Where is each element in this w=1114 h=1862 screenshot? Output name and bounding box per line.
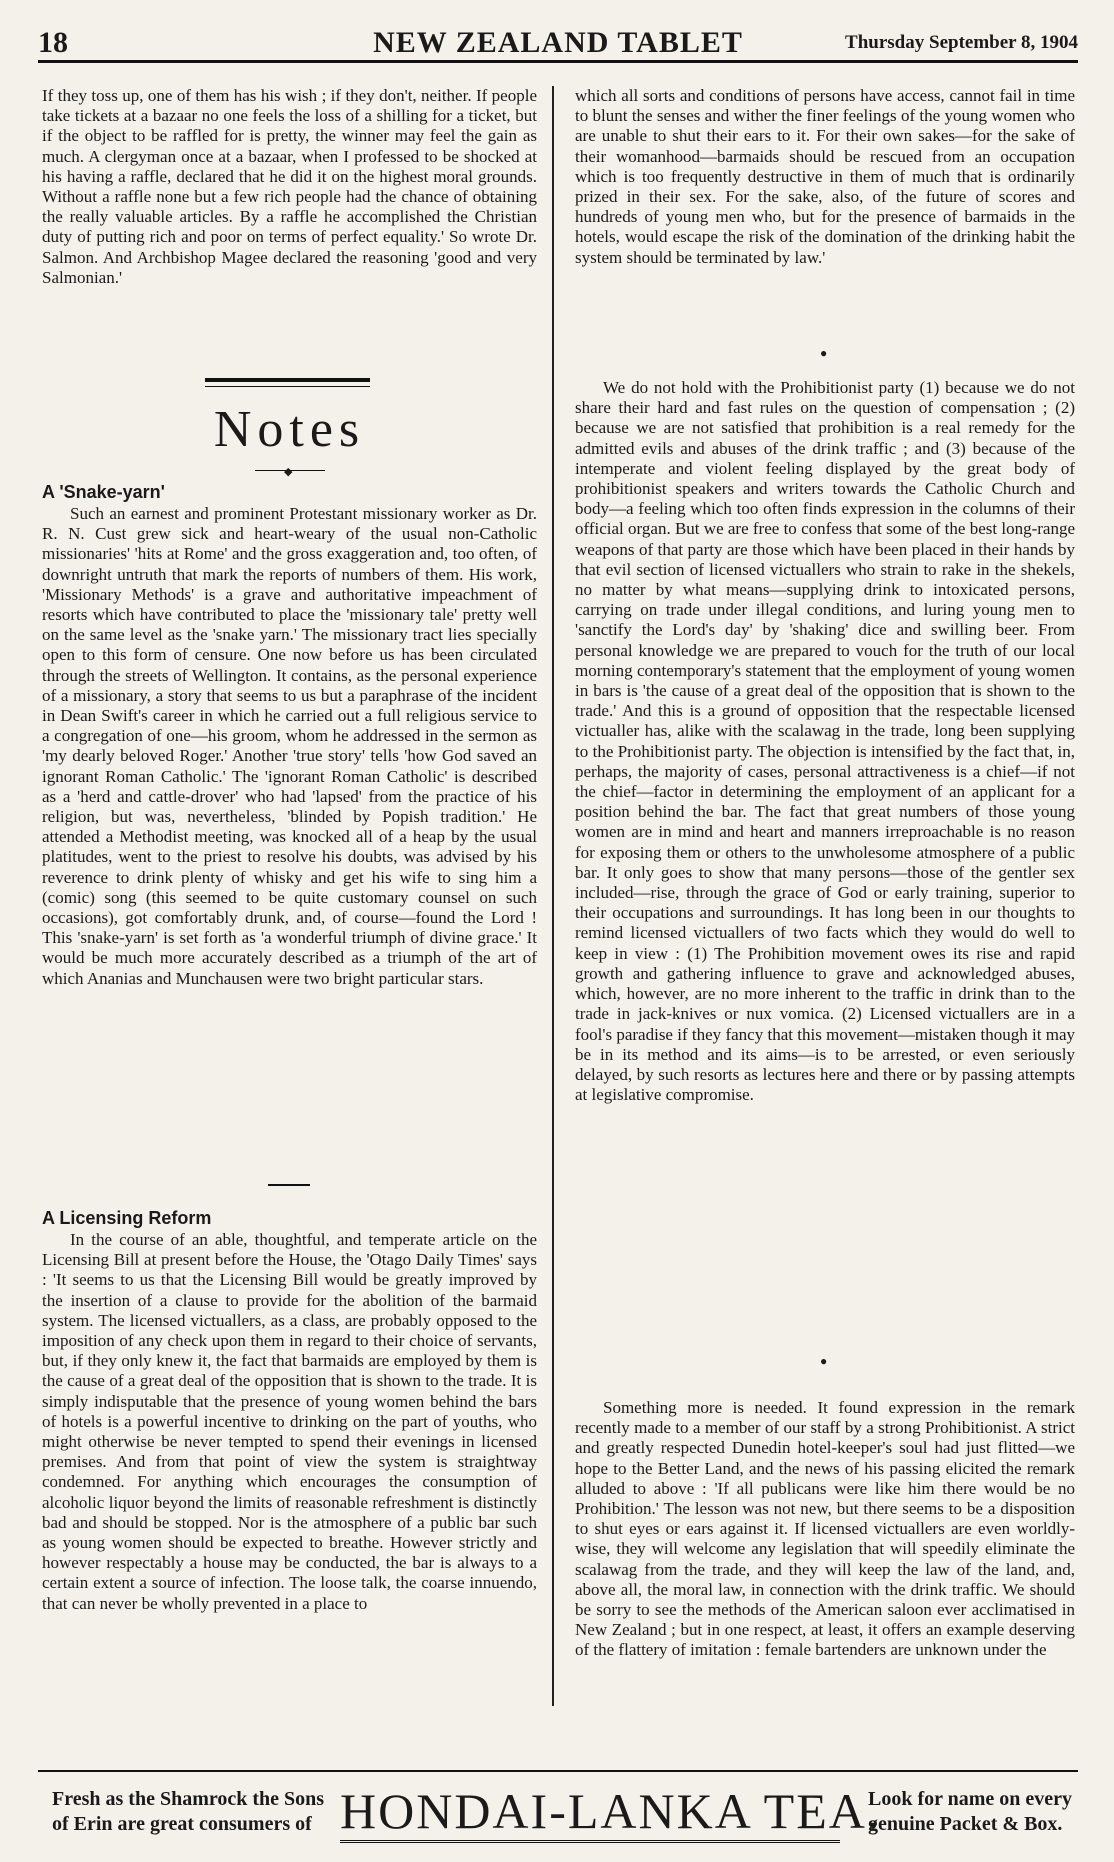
right-column-part2 <box>575 378 1075 1105</box>
right-paragraph-2: We do not hold with the Prohibitionist party (1) because we do not share their hard and fast rules on the question of compensation ; (2) because we are not satisfied that prohibition is a real remedy for the admitted evils and abuses of the drink traffic ; and (3) because of the intemperate and violent feeling displayed by the great body of prohibitionist speakers and writers towards the Catholic Church and body—a feeling which too often finds expression in the columns of their official organ. But we are free to confess that some of the best long-range weapons of that party are those which have been placed in their hands by that evil section of licensed victuallers who strain to rake in the shekels, no matter by what means—supplying drink to intoxicated persons, carrying on trade under illegal conditions, and luring young men to 'sanctify the Lord's day' by 'shaking' dice and swilling beer. From personal knowledge we are prepared to vouch for the truth of our local morning contemporary's statement that the employment of young women in bars is 'the cause of a great deal of the opposition that is shown to the trade.' And this is a ground of opposition that the respectable licensed victualler has, alike with the scalawag in the trade, long been supplying to the Prohibitionist party. The objection is intensified by the fact that, in, perhaps, the majority of cases, personal attractiveness is a chief—if not the chief—factor in determining the employment of an applicant for a position behind the bar. The fact that great numbers of those young women are in mind and heart and manners irreproachable is no reason for exposing them or others to the unwholesome atmosphere of a public bar. It only goes to show that many persons—those of the gentler sex included—rise, through the grace of God or early training, superior to their occupations and surroundings. It has long been in our thoughts to remind licensed victuallers of two facts which they would do well to keep in view : (1) The Prohibition movement owes its rise and rapid growth and gathering influence to grave and acknowledged abuses, which, however, are no more inherent to the traffic in drink than to the trade in jack-knives or nux vomica. (2) Licensed victuallers are in a fool's paradise if they fancy that this movement—mistaken though it may be in its method and its aims—is to be arrested, or even seriously delayed, by such resorts as lectures here and there or by passing attempts at legislative compromise. <box>575 378 1075 1105</box>
ad-brand-name: HONDAI-LANKA TEA. <box>340 1783 882 1839</box>
header-rule <box>38 60 1078 63</box>
ad-right-line-1: Look for name on every <box>868 1788 1073 1810</box>
separator-bullet-2: ● <box>820 1354 828 1368</box>
section-separator <box>268 1184 310 1186</box>
separator-bullet-1: ● <box>820 346 828 360</box>
snake-yarn-column <box>42 504 537 989</box>
publication-title: NEW ZEALAND TABLET <box>373 26 743 59</box>
footer-rule <box>38 1770 1078 1772</box>
right-column-part3 <box>575 1398 1075 1661</box>
notes-ornament-diamond: ◆ <box>284 466 293 478</box>
ad-left-text <box>52 1787 324 1837</box>
licensing-heading: A Licensing Reform <box>42 1208 212 1228</box>
notes-heading: Notes <box>213 401 366 458</box>
right-paragraph-1: which all sorts and conditions of persons have access, cannot fail in time to blunt the senses and wither the finer feelings of the young women who are unable to shut their ears to it. For their own sakes—for the sake of their womanhood—barmaids should be rescued from an occupation which is too frequently destructive in them of much that is ordinarily prized in their sex. For the sake, also, of the future of scores and hundreds of young men who, but for the presence of barmaids in the hotels, would escape the risk of the domination of the drinking habit the system should be terminated by law.' <box>575 86 1075 267</box>
ad-brand-underline <box>340 1840 840 1843</box>
page-number: 18 <box>38 26 68 59</box>
ad-left-line-1: Fresh as the Shamrock the Sons <box>52 1788 325 1810</box>
masthead <box>38 18 1078 60</box>
left-column <box>42 86 537 288</box>
snake-yarn-text: Such an earnest and prominent Protestant missionary worker as Dr. R. N. Cust grew sick and heart-weary of the usual non-Catholic missionaries' 'hits at Rome' and the gross exaggeration and, too often, of downright untruth that mark the reports of numbers of them. His work, 'Missionary Methods' is a grave and authoritative impeachment of resorts which have contributed to place the 'missionary tale' pretty well on the same level as the 'snake yarn.' The missionary tract lies specially open to this form of censure. One now before us has been circulated through the streets of Wellington. It contains, as the personal experience of a missionary, a story that seems to us but a paraphrase of the incident in Dean Swift's career in which he carried out a full religious service to a congregation of one—his groom, whom he addressed in the sermon as 'my dearly beloved Roger.' Another 'true story' tells 'how God saved an ignorant Roman Catholic.' The 'ignorant Roman Catholic' is described as a 'herd and cattle-drover' who had 'lapsed' from the practice of his religion, but was, nevertheless, 'blinded by Popish tradition.' He attended a Methodist meeting, was knocked all of a heap by the usual platitudes, went to the priest to resolve his doubts, was advised by his reverence to drink plenty of whisky and get his wife to sing him a (comic) song (this seemed to be quite customary counsel on such occasions), got comfortably drunk, and, of course—found the Lord ! This 'snake-yarn' is set forth as 'a wonderful triumph of divine grace.' It would be much more accurately described as a triumph of the art of which Ananias and Munchausen were two bright particular stars. <box>42 504 537 988</box>
ad-left-line-2: of Erin are great consumers of <box>52 1813 312 1835</box>
ad-right-line-2: genuine Packet & Box. <box>868 1813 1063 1835</box>
notes-rule-top-thin <box>205 386 370 387</box>
notes-rule-top <box>205 378 370 382</box>
snake-yarn-heading: A 'Snake-yarn' <box>42 482 165 502</box>
right-paragraph-3: Something more is needed. It found expression in the remark recently made to a member of our staff by a strong Prohibitionist. A strict and greatly respected Dunedin hotel-keeper's soul had just flitted—we hope to the Better Land, and the news of his passing elicited the remark alluded to above : 'If all publicans were like him there would be no Prohibition.' The lesson was not new, but there seems to be a disposition to shut eyes or ears against it. If licensed victuallers are even worldly-wise, they will welcome any legislation that will speedily eliminate the scalawag from the trade, and they will keep the law of the land, and, above all, the moral law, in connection with the drink traffic. We should be sorry to see the methods of the American saloon ever acclimatised in New Zealand ; but in one respect, at least, it offers an example deserving of the flattery of imitation : female bartenders are unknown under the <box>575 1398 1075 1660</box>
issue-date: Thursday September 8, 1904 <box>845 32 1078 53</box>
licensing-text: In the course of an able, thoughtful, and temperate article on the Licensing Bill at present before the House, the 'Otago Daily Times' says : 'It seems to us that the Licensing Bill would be greatly improved by the insertion of a clause to provide for the abolition of the barmaid system. The licensed victuallers, as a class, are probably opposed to the imposition of any check upon them in regard to their choice of servants, but, if they only knew it, the fact that barmaids are employed by them is the cause of a great deal of the opposition that is shown to the trade. It is simply indisputable that the presence of young women behind the bars of hotels is a powerful incentive to drinking on the part of youths, who might otherwise be never tempted to spend their evenings in licensed premises. And from that point of view the system is straightway condemned. For anything which encourages the consumption of alcoholic liquor beyond the limits of reasonable refreshment is distinctly bad and should be stopped. Nor is the atmosphere of a public bar such as young women should be expected to breathe. However strictly and however respectably a house may be conducted, the bar is always to a certain extent a source of infection. The loose talk, the coarse innuendo, that can never be wholly prevented in a place to <box>42 1230 537 1613</box>
column-divider <box>552 86 554 1706</box>
licensing-column <box>42 1230 537 1614</box>
ad-right-text <box>868 1787 1072 1837</box>
intro-paragraph: If they toss up, one of them has his wish ; if they don't, neither. If people take tickets at a bazaar no one feels the loss of a shilling for a ticket, but if the object to be raffled for is pretty, the winner may feel the gain as much. A clergyman once at a bazaar, when I professed to be shocked at his having a raffle, declared that he did it on the highest moral grounds. Without a raffle none but a few rich people had the chance of obtaining the really valuable articles. By a raffle he accomplished the Christian duty of putting rich and poor on terms of perfect equality.' So wrote Dr. Salmon. And Archbishop Magee declared the reasoning 'good and very Salmonian.' <box>42 86 537 287</box>
right-column-part1 <box>575 86 1075 268</box>
